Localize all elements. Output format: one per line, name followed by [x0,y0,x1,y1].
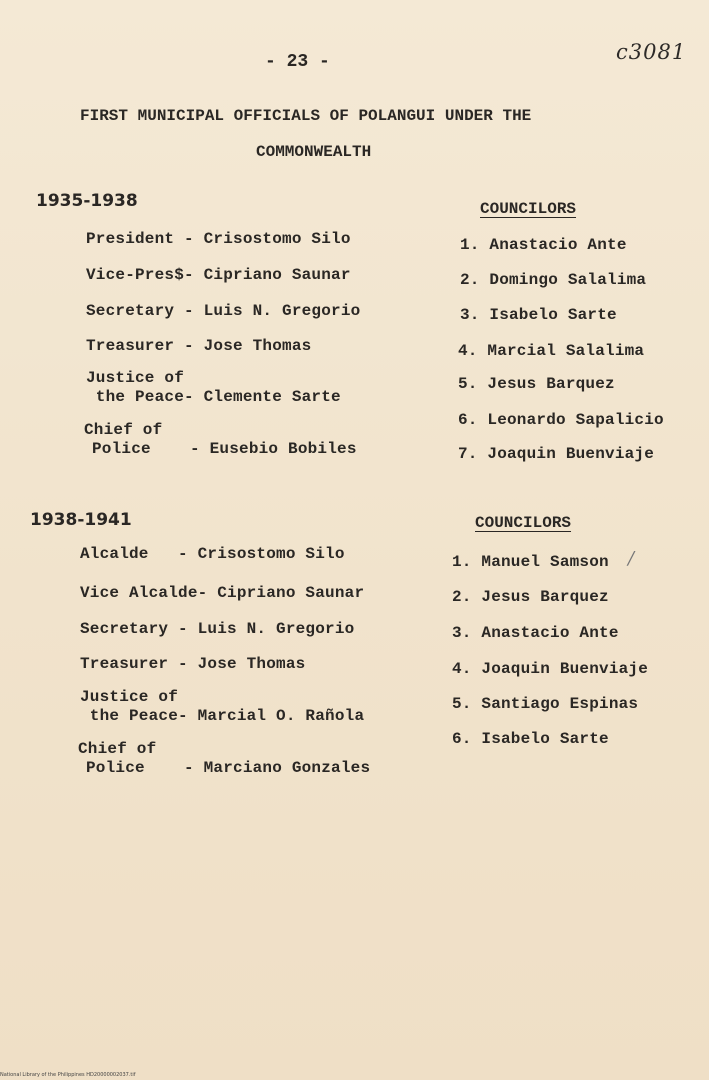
official-chief-label: Chief of [78,740,157,758]
councilor-item: 2. Jesus Barquez [452,588,609,606]
page-number: - 23 - [265,52,330,72]
official-vice-president: Vice-Pres$- Cipriano Saunar [86,266,351,284]
councilor-item: 1. Anastacio Ante [460,236,627,254]
official-justice-of-the-peace: the Peace- Marcial O. Rañola [80,707,365,725]
official-president: President - Crisostomo Silo [86,230,351,248]
councilor-item: 4. Joaquin Buenviaje [452,660,649,678]
handwritten-reference-number: c3081 [616,40,687,64]
councilor-item: 5. Santiago Espinas [452,695,639,713]
official-vice-alcalde: Vice Alcalde- Cipriano Saunar [80,584,365,602]
official-secretary: Secretary - Luis N. Gregorio [80,620,355,638]
councilors-heading: COUNCILORS [480,200,577,218]
footer-caption: National Library of the Philippines HD20000002037.tif [0,1072,136,1078]
checkmark-icon: / [628,548,635,569]
period-years: 1938-1941 [30,510,132,530]
official-chief-label: Chief of [84,421,163,439]
councilors-heading: COUNCILORS [475,514,572,532]
document-title-line-1: FIRST MUNICIPAL OFFICIALS OF POLANGUI UNDER THE [80,107,532,125]
official-chief-of-police: Police - Eusebio Bobiles [92,440,357,458]
official-treasurer: Treasurer - Jose Thomas [80,655,306,673]
councilor-item: 5. Jesus Barquez [458,375,615,393]
councilor-item: 2. Domingo Salalima [460,271,647,289]
official-justice-of-the-peace: the Peace- Clemente Sarte [86,388,341,406]
official-alcalde: Alcalde - Crisostomo Silo [80,545,345,563]
councilor-item: 7. Joaquin Buenviaje [458,445,655,463]
official-secretary: Secretary - Luis N. Gregorio [86,302,361,320]
document-title-line-2: COMMONWEALTH [256,143,372,161]
official-justice-label: Justice of [80,688,179,706]
councilor-item: 1. Manuel Samson [452,553,609,571]
councilor-item: 3. Anastacio Ante [452,624,619,642]
councilor-item: 4. Marcial Salalima [458,342,645,360]
official-chief-of-police: Police - Marciano Gonzales [86,759,371,777]
councilor-item: 3. Isabelo Sarte [460,306,617,324]
period-years: 1935-1938 [36,191,138,211]
official-treasurer: Treasurer - Jose Thomas [86,337,312,355]
councilor-item: 6. Isabelo Sarte [452,730,609,748]
official-justice-label: Justice of [86,369,185,387]
councilor-item: 6. Leonardo Sapalicio [458,411,664,429]
